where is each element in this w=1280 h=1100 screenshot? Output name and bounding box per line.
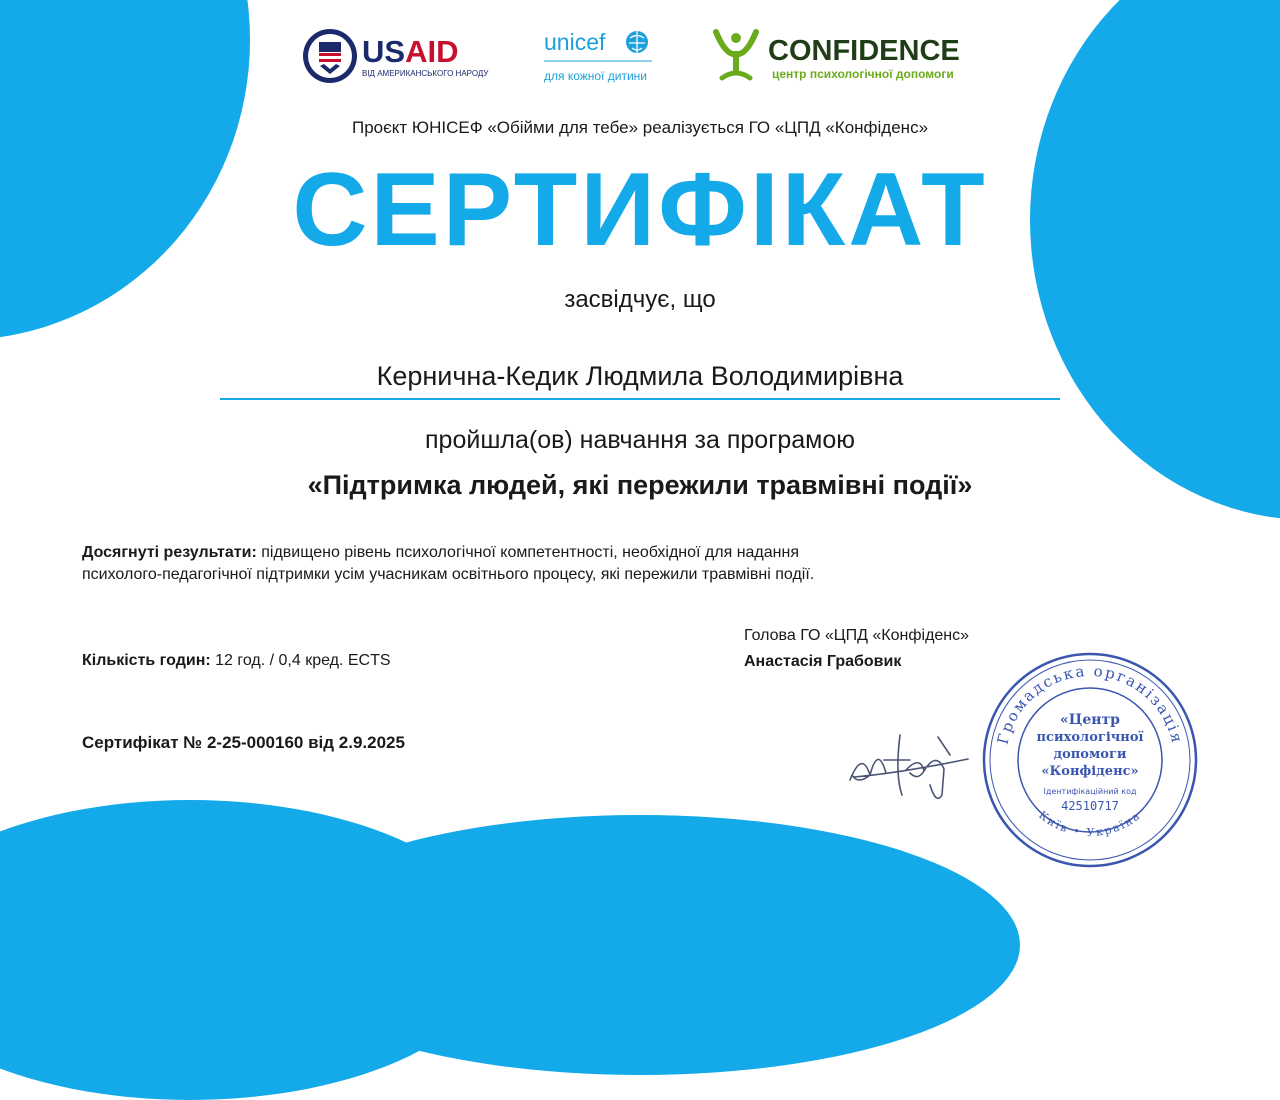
unicef-tagline: для кожної дитини xyxy=(544,69,647,83)
hours-block xyxy=(82,652,391,670)
svg-text:Київ • Україна xyxy=(1036,809,1143,839)
unicef-logo xyxy=(540,26,660,90)
results-label: Досягнуті результати: xyxy=(82,544,257,561)
project-line: Проєкт ЮНІСЕФ «Обійми для тебе» реалізується ГО «ЦПД «Конфіденс» xyxy=(351,118,929,137)
recipient-name: Кернична-Кедик Людмила Володимирівна xyxy=(376,361,904,391)
svg-text:USAID xyxy=(362,34,458,69)
decor-circle-bottom-center xyxy=(260,815,1020,1075)
hours-value: 12 год. / 0,4 кред. ECTS xyxy=(210,652,391,669)
stamp-bottom-text: Київ • Україна xyxy=(1036,808,1144,840)
signature-icon xyxy=(840,715,990,815)
stamp-line-1: «Центр xyxy=(1060,712,1120,728)
stamp-ring-text: Громадська організація xyxy=(993,661,1187,747)
recipient-underline xyxy=(220,398,1060,400)
stamp-code-label: Ідентифікаційний код xyxy=(1043,787,1137,796)
partner-logos xyxy=(300,26,1000,90)
usaid-logo xyxy=(300,26,490,90)
unicef-globe-icon xyxy=(626,31,648,53)
completed-text: пройшла(ов) навчання за програмою xyxy=(425,426,855,454)
certifies-text: засвідчує, що xyxy=(564,286,716,313)
stamp-line-3: допомоги xyxy=(1053,747,1127,762)
certificate-number: Сертифікат № 2-25-000160 від 2.9.2025 xyxy=(82,733,405,752)
stamp-line-4: «Конфіденс» xyxy=(1041,764,1139,779)
usaid-seal-icon xyxy=(303,29,357,83)
confidence-figure-icon xyxy=(716,32,756,78)
program-title: «Підтримка людей, які пережили травмівні події» xyxy=(307,470,973,500)
usaid-us: US xyxy=(362,34,406,69)
hours-label: Кількість годин: xyxy=(82,652,211,669)
stamp-line-2: психологічної xyxy=(1036,730,1144,745)
results-block xyxy=(82,542,1082,586)
usaid-aid: AID xyxy=(405,34,459,69)
results-text-2: психолого-педагогічної підтримки усім учасникам освітнього процесу, які пережили травмівні події. xyxy=(82,566,815,583)
confidence-name: CONFIDENCE xyxy=(768,35,960,67)
certificate-title: СЕРТИФІКАТ xyxy=(292,152,988,268)
stamp-code: 42510717 xyxy=(1061,799,1119,813)
results-text: підвищено рівень психологічної компетентності, необхідної для надання xyxy=(256,544,799,561)
confidence-logo xyxy=(712,26,1002,90)
stamp-icon xyxy=(978,648,1202,872)
head-name: Анастасія Грабовик xyxy=(744,653,902,670)
confidence-tagline: центр психологічної допомоги xyxy=(772,67,954,81)
usaid-tagline: ВІД АМЕРИКАНСЬКОГО НАРОДУ xyxy=(362,69,489,78)
unicef-name: unicef xyxy=(544,29,606,55)
head-role: Голова ГО «ЦПД «Конфіденс» xyxy=(744,627,970,644)
